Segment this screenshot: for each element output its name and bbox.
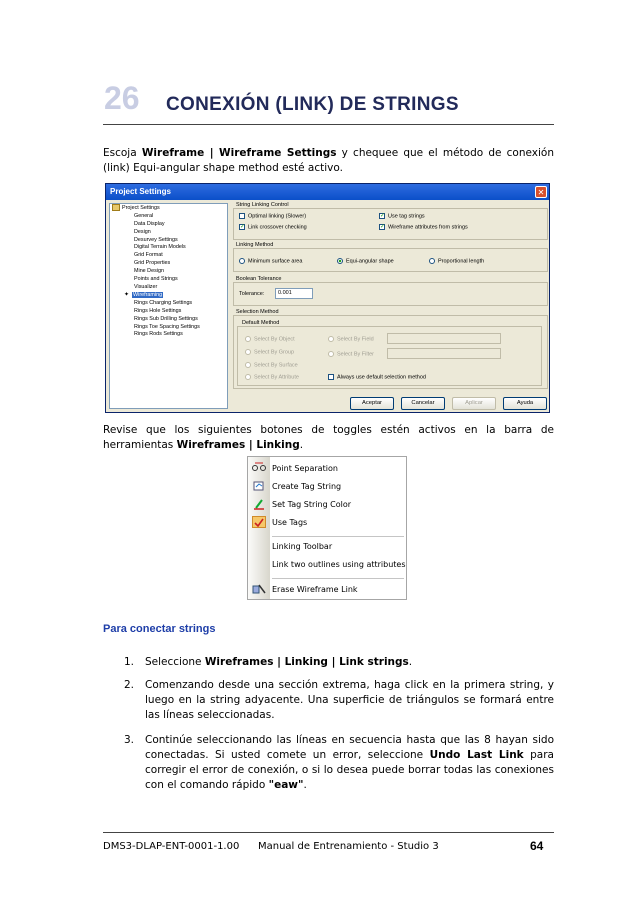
cancel-button[interactable]: Cancelar [401, 397, 445, 410]
expand-icon: ✦ [124, 291, 130, 298]
tree-item[interactable]: Design [134, 228, 151, 235]
menu-item-erase-wireframe-link[interactable]: Erase Wireframe Link [272, 585, 358, 594]
section-subheading: Para conectar strings [103, 623, 216, 635]
intro-paragraph: Escoja Wireframe | Wireframe Settings y chequee que el método de conexión (link) Equi-angular shape method esté activo. [103, 147, 554, 174]
close-icon[interactable]: ✕ [535, 186, 547, 198]
menu-item-use-tags[interactable]: Use Tags [272, 518, 308, 527]
tree-item[interactable]: Grid Format [134, 252, 163, 259]
menu-separator [272, 578, 404, 579]
menu-separator [272, 536, 404, 537]
linking-menu [247, 456, 407, 600]
wireframe-attributes-checkbox[interactable]: ✓ Wireframe attributes from strings [380, 224, 468, 231]
folder-icon [112, 204, 120, 211]
document-code: DMS3-DLAP-ENT-0001-1.00 [103, 841, 240, 852]
menu-item-linking-toolbar[interactable]: Linking Toolbar [272, 542, 333, 551]
tree-item[interactable]: Grid Properties [134, 260, 171, 267]
chapter-number: 26 [104, 80, 140, 116]
tree-item[interactable]: Desurvey Settings [134, 236, 178, 243]
erase-link-icon [252, 583, 266, 595]
menu-item-link-two-outlines[interactable]: Link two outlines using attributes [272, 560, 406, 569]
tree-item[interactable]: Visualizer [134, 283, 158, 290]
tree-item[interactable]: Digital Terrain Models [134, 244, 186, 251]
set-tag-color-icon [252, 498, 266, 510]
tree-item[interactable]: Rings Toe Spacing Settings [134, 323, 200, 330]
dialog-title: Project Settings [106, 184, 549, 200]
tree-item[interactable]: Points and Strings [134, 276, 178, 283]
tolerance-label: Tolerance: [239, 291, 265, 297]
tree-item[interactable]: Rings Charging Settings [134, 299, 193, 306]
optimal-linking-checkbox[interactable]: Optimal linking (Slower) [239, 213, 306, 219]
list-item: Seleccione Wireframes | Linking | Link strings. [145, 656, 413, 668]
group-label: Selection Method [236, 309, 279, 315]
tree-item-selected[interactable]: ✦ Wireframing [124, 291, 163, 298]
minimum-surface-radio[interactable]: Minimum surface area [239, 258, 302, 264]
list-item: Continúe seleccionando las líneas en secuencia hasta que las 8 hayan sido conectadas. Si usted comete un error, seleccione Undo Last Link para corregir el error de conexión, o si lo desea puede borrar todas las conexiones con el comando rápido "eaw". [145, 734, 554, 791]
list-item: Comenzando desde una sección extrema, haga click en la primera string, y luego en la string adyacente. Una superficie de triángulos se formará entre las líneas seleccionadas. [145, 679, 554, 721]
tree-item[interactable]: Rings Sub Drilling Settings [134, 315, 198, 322]
proportional-length-radio[interactable]: Proportional length [429, 258, 484, 264]
chapter-title: CONEXIÓN (LINK) DE STRINGS [166, 94, 459, 115]
field-input[interactable] [387, 333, 501, 344]
project-settings-dialog [105, 183, 550, 413]
group-label: Default Method [242, 320, 280, 326]
create-tag-string-icon [252, 480, 266, 492]
manual-title: Manual de Entrenamiento - Studio 3 [258, 841, 439, 852]
tree-item[interactable]: Mine Design [134, 268, 164, 275]
filter-input[interactable] [387, 348, 501, 359]
page-number: 64 [530, 839, 544, 853]
list-number: 3. [124, 734, 135, 746]
select-by-group-radio[interactable]: Select By Group [245, 349, 294, 355]
group-label: Boolean Tolerance [236, 276, 282, 282]
settings-tree [109, 203, 228, 409]
tree-item[interactable]: Rings Hole Settings [134, 307, 182, 314]
help-button[interactable]: Ayuda [503, 397, 547, 410]
tolerance-input[interactable]: 0.001 [275, 288, 313, 299]
crossover-checkbox[interactable]: ✓ Link crossover checking [240, 224, 307, 231]
select-by-surface-radio[interactable]: Select By Surface [245, 362, 298, 368]
footer-divider [103, 832, 554, 833]
list-number: 2. [124, 679, 135, 691]
group-label: String Linking Control [236, 202, 289, 208]
menu-item-point-separation[interactable]: Point Separation [272, 464, 338, 473]
point-separation-icon [252, 462, 266, 474]
heading-divider [103, 124, 554, 125]
tree-item[interactable]: Rings Rods Settings [134, 331, 183, 338]
tree-item[interactable]: Project Settings [110, 204, 227, 213]
apply-button[interactable]: Aplicar [452, 397, 496, 410]
select-by-attribute-radio[interactable]: Select By Attribute [245, 374, 299, 380]
menu-item-set-tag-string-color[interactable]: Set Tag String Color [272, 500, 352, 509]
group-label: Linking Method [236, 242, 274, 248]
tree-item[interactable]: Data Display [134, 220, 165, 227]
select-by-filter-radio[interactable]: Select By Filter [328, 351, 374, 357]
select-by-object-radio[interactable]: Select By Object [245, 336, 295, 342]
toggles-paragraph: Revise que los siguientes botones de toggles estén activos en la barra de herramientas Wireframes | Linking. [103, 424, 554, 451]
menu-item-create-tag-string[interactable]: Create Tag String [272, 482, 342, 491]
tree-item[interactable]: General [134, 212, 154, 219]
equi-angular-radio[interactable]: Equi-angular shape [337, 258, 394, 264]
use-tag-strings-checkbox[interactable]: ✓ Use tag strings [380, 213, 425, 220]
accept-button[interactable]: Aceptar [350, 397, 394, 410]
list-number: 1. [124, 656, 135, 668]
always-default-checkbox[interactable]: Always use default selection method [328, 374, 426, 380]
select-by-field-radio[interactable]: Select By Field [328, 336, 374, 342]
use-tags-icon [252, 516, 266, 528]
